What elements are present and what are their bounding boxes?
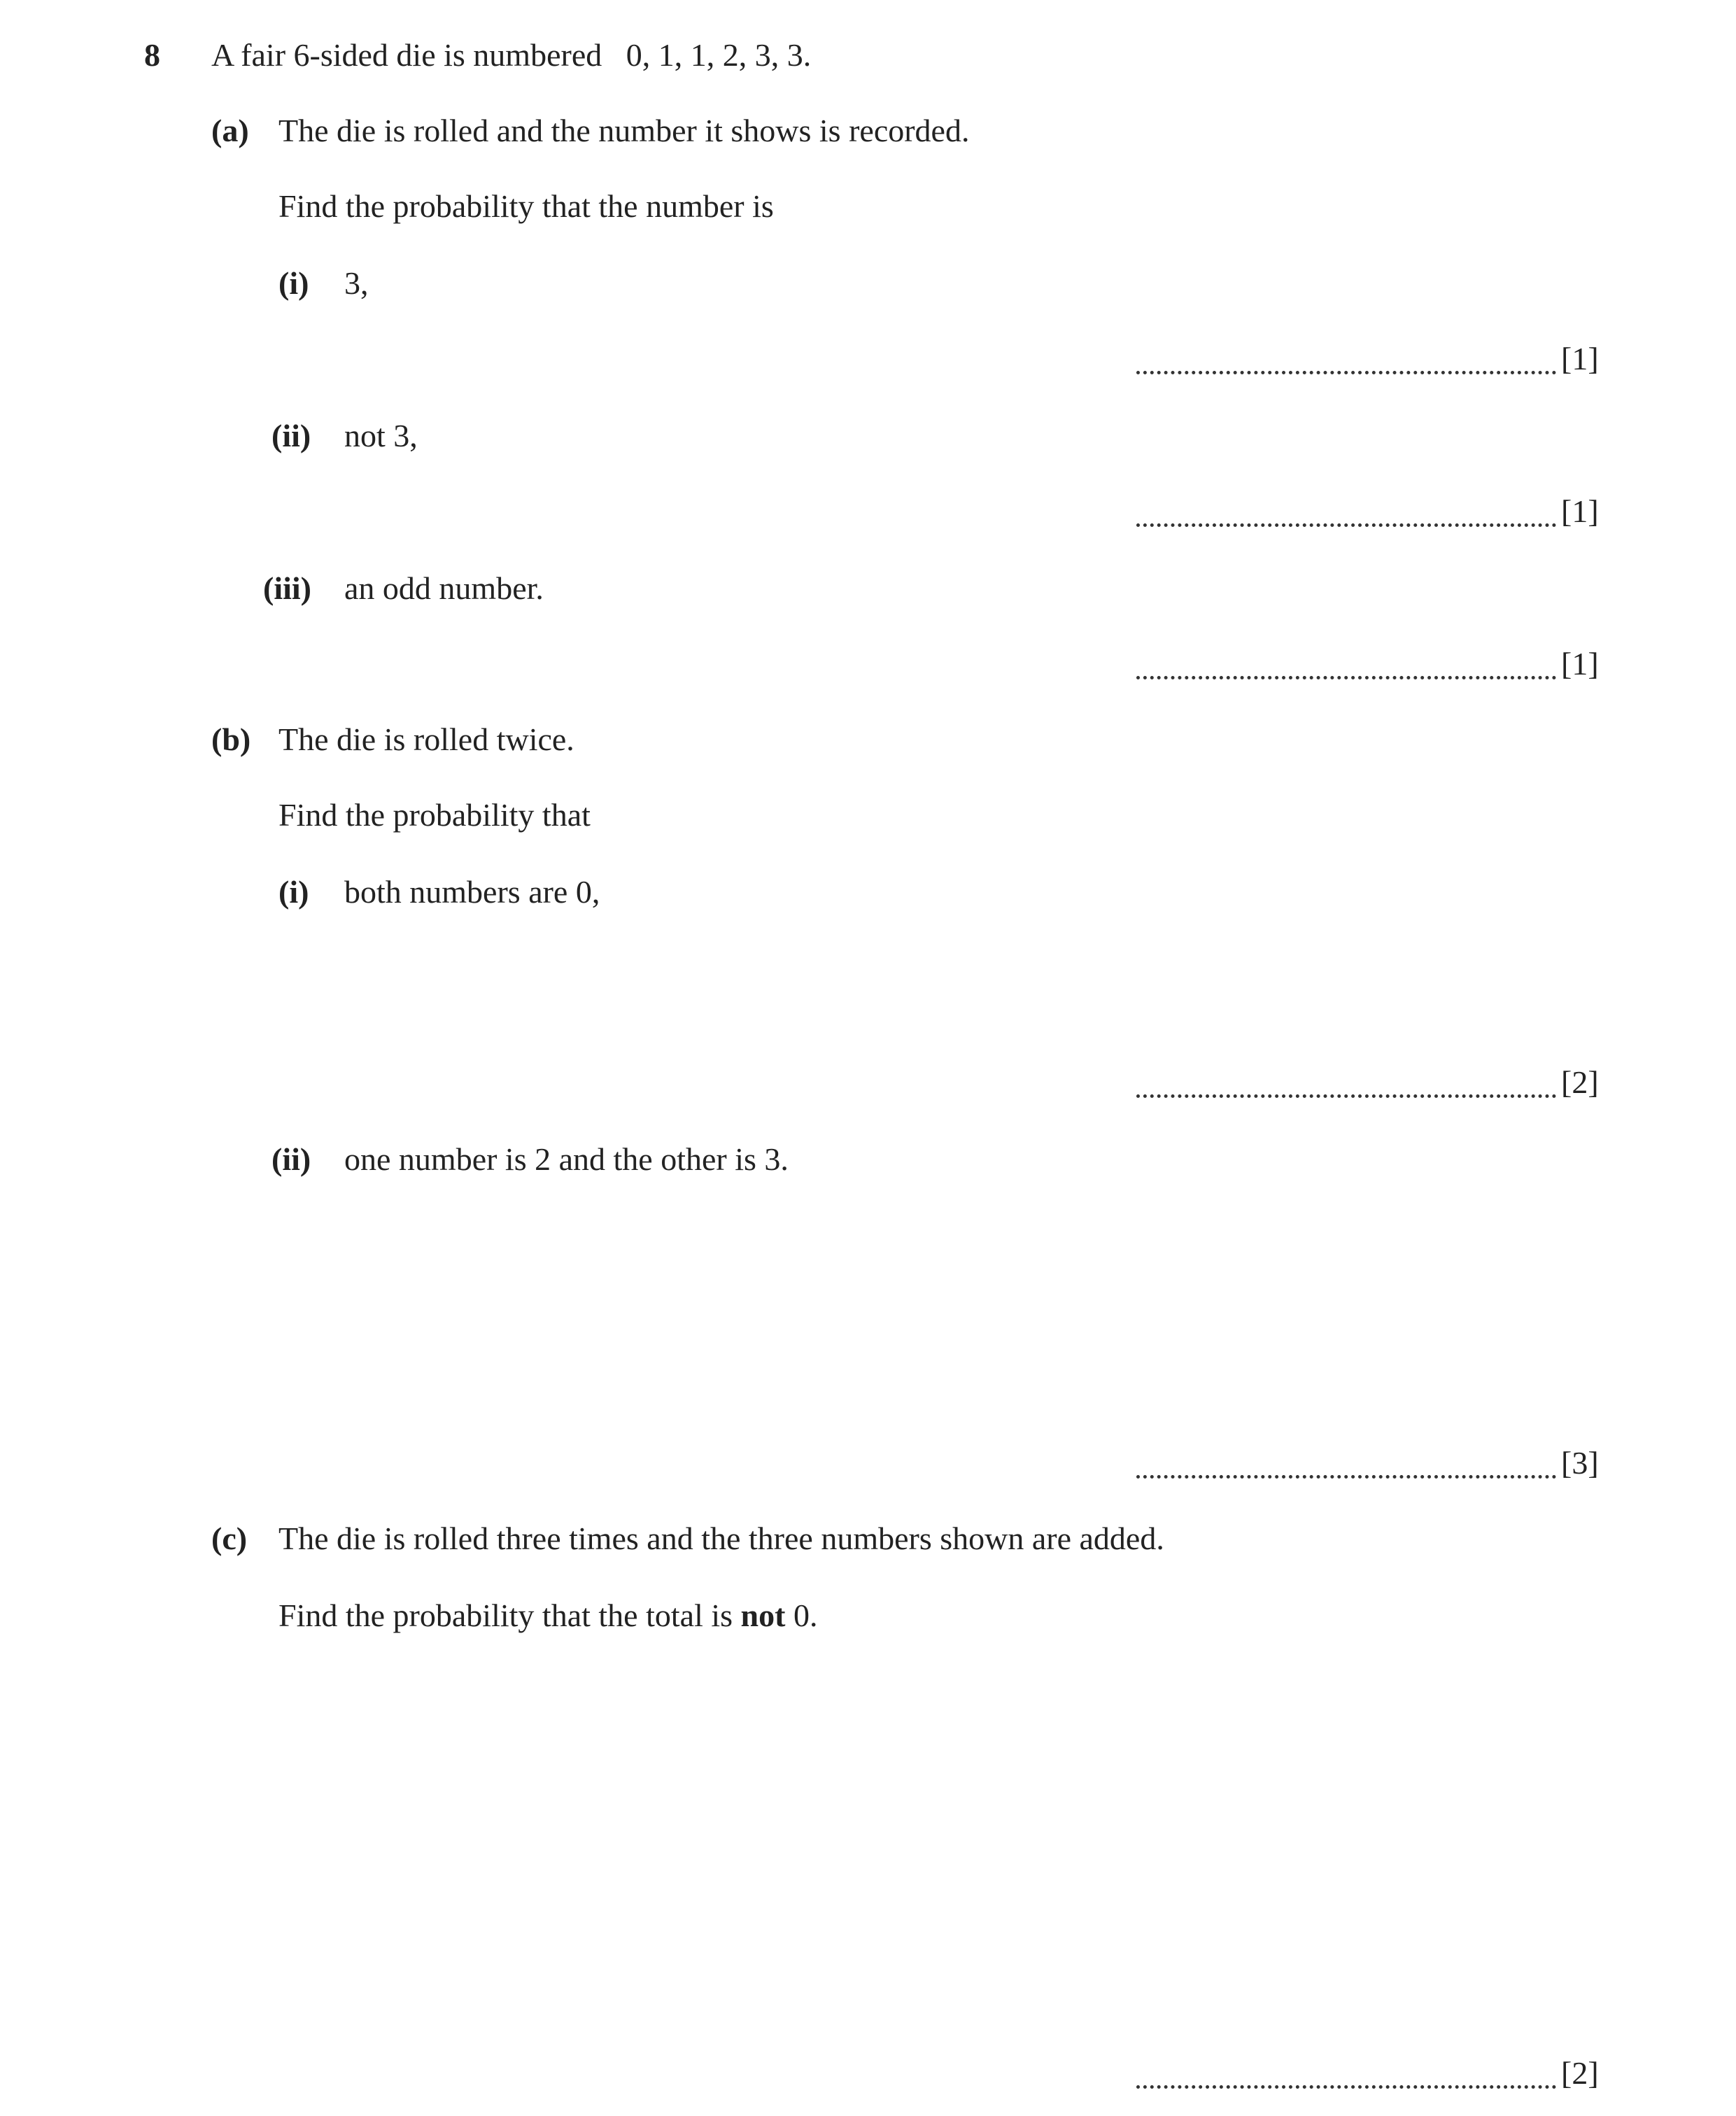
part-c-text: The die is rolled three times and the three numbers shown are added. [278,1521,1164,1556]
part-a-text: The die is rolled and the number it shows is recorded. [278,113,970,148]
part-b-i-text: both numbers are 0, [344,874,600,910]
part-c-instruction-start: Find the probability that the total is [278,1597,741,1633]
part-b-ii-text: one number is 2 and the other is 3. [344,1141,789,1177]
answer-dotted-line[interactable] [1136,676,1556,679]
marks-label: [2] [1561,2055,1599,2091]
part-c-instruction [278,1597,818,1633]
part-a-label: (a) [211,113,249,148]
part-a-ii-label: (ii) [271,418,311,453]
part-b-text: The die is rolled twice. [278,721,574,757]
part-a-i-answer[interactable] [1136,343,1597,385]
part-a-iii-label: (iii) [263,570,311,606]
part-a-iii-answer[interactable] [1136,648,1597,690]
answer-dotted-line[interactable] [1136,1475,1556,1479]
part-b-i-label: (i) [278,874,309,910]
marks-label: [1] [1561,341,1599,376]
part-a-iii-text: an odd number. [344,570,544,606]
part-b-ii-label: (ii) [271,1141,311,1177]
part-a-ii-text: not 3, [344,418,418,453]
part-c-emphasis: not [740,1597,786,1633]
part-b-label: (b) [211,721,251,757]
part-b-i-answer[interactable] [1136,1066,1597,1108]
part-a-i-text: 3, [344,265,369,301]
marks-label: [1] [1561,493,1599,529]
part-a-ii-answer[interactable] [1136,495,1597,537]
question-number: 8 [144,37,160,73]
question-stem: A fair 6-sided die is numbered 0, 1, 1, 2, 3, 3. [211,37,812,73]
part-b-ii-answer[interactable] [1136,1447,1597,1489]
answer-dotted-line[interactable] [1136,371,1556,374]
part-c-instruction-end: 0. [785,1597,818,1633]
marks-label: [3] [1561,1445,1599,1481]
answer-dotted-line[interactable] [1136,2085,1556,2089]
answer-dotted-line[interactable] [1136,1094,1556,1098]
part-c-answer[interactable] [1136,2057,1597,2099]
part-b-instruction: Find the probability that [278,797,591,833]
marks-label: [2] [1561,1064,1599,1100]
answer-dotted-line[interactable] [1136,523,1556,527]
part-a-i-label: (i) [278,265,309,301]
marks-label: [1] [1561,646,1599,682]
part-a-instruction: Find the probability that the number is [278,188,774,224]
part-c-label: (c) [211,1521,248,1556]
